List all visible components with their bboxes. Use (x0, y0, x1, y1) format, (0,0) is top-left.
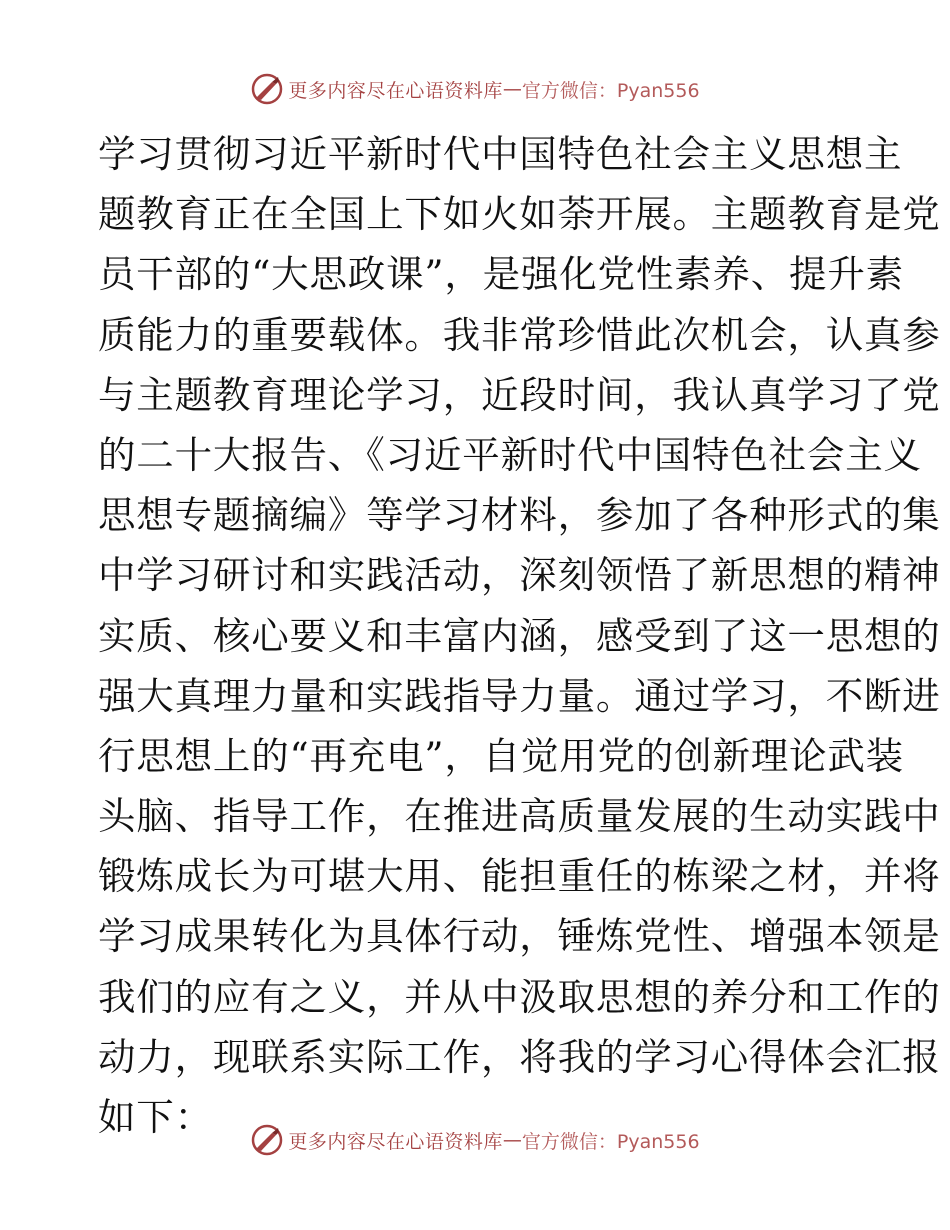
paragraph-line: 行思想上的“再充电”，自觉用党的创新理论武装 (98, 733, 904, 778)
paragraph-line: 员干部的“大思政课”，是强化党性素养、提升素 (98, 252, 904, 297)
paragraph-line: 实质、核心要义和丰富内涵，感受到了这一思想的 (98, 613, 941, 658)
footer-site-text: 更多内容尽在心语资料库 (288, 1130, 503, 1153)
paragraph-line: 学习成果转化为具体行动，锤炼党性、增强本领是 (98, 914, 941, 959)
footer-contact-text: 官方微信：Pyan556 (521, 1130, 700, 1153)
paragraph-line: 的二十大报告、《习近平新时代中国特色社会主义 (98, 432, 922, 477)
paragraph-line: 学习贯彻习近平新时代中国特色社会主义思想主 (98, 132, 903, 176)
footer-banner (0, 1123, 950, 1157)
paragraph-line: 锻炼成长为可堪大用、能担重任的栋梁之材，并将 (98, 854, 941, 899)
header-contact-text: 官方微信：Pyan556 (521, 79, 700, 102)
paragraph-line: 强大真理力量和实践指导力量。通过学习，不断进 (98, 673, 941, 718)
pen-nib-logo-icon (250, 72, 284, 106)
paragraph-line: 如下： (98, 1095, 213, 1139)
paragraph-line: 我们的应有之义，并从中汲取思想的养分和工作的 (98, 974, 941, 1019)
paragraph-line: 中学习研讨和实践活动，深刻领悟了新思想的精神 (98, 553, 941, 598)
paragraph-line: 思想专题摘编》等学习材料，参加了各种形式的集 (98, 493, 941, 538)
paragraph-line: 头脑、指导工作，在推进高质量发展的生动实践中 (98, 794, 941, 839)
document-body (98, 124, 941, 1147)
header-separator: — (502, 78, 522, 100)
pen-nib-logo-icon (250, 1123, 284, 1157)
header-site-text: 更多内容尽在心语资料库 (288, 79, 503, 102)
header-banner (0, 72, 950, 106)
paragraph-line: 动力，现联系实际工作，将我的学习心得体会汇报 (98, 1034, 941, 1079)
paragraph-line: 质能力的重要载体。我非常珍惜此次机会，认真参 (98, 312, 941, 357)
paragraph-line: 与主题教育理论学习，近段时间，我认真学习了党 (98, 372, 941, 417)
footer-separator: — (502, 1129, 522, 1151)
paragraph-line: 题教育正在全国上下如火如荼开展。主题教育是党 (98, 192, 941, 237)
